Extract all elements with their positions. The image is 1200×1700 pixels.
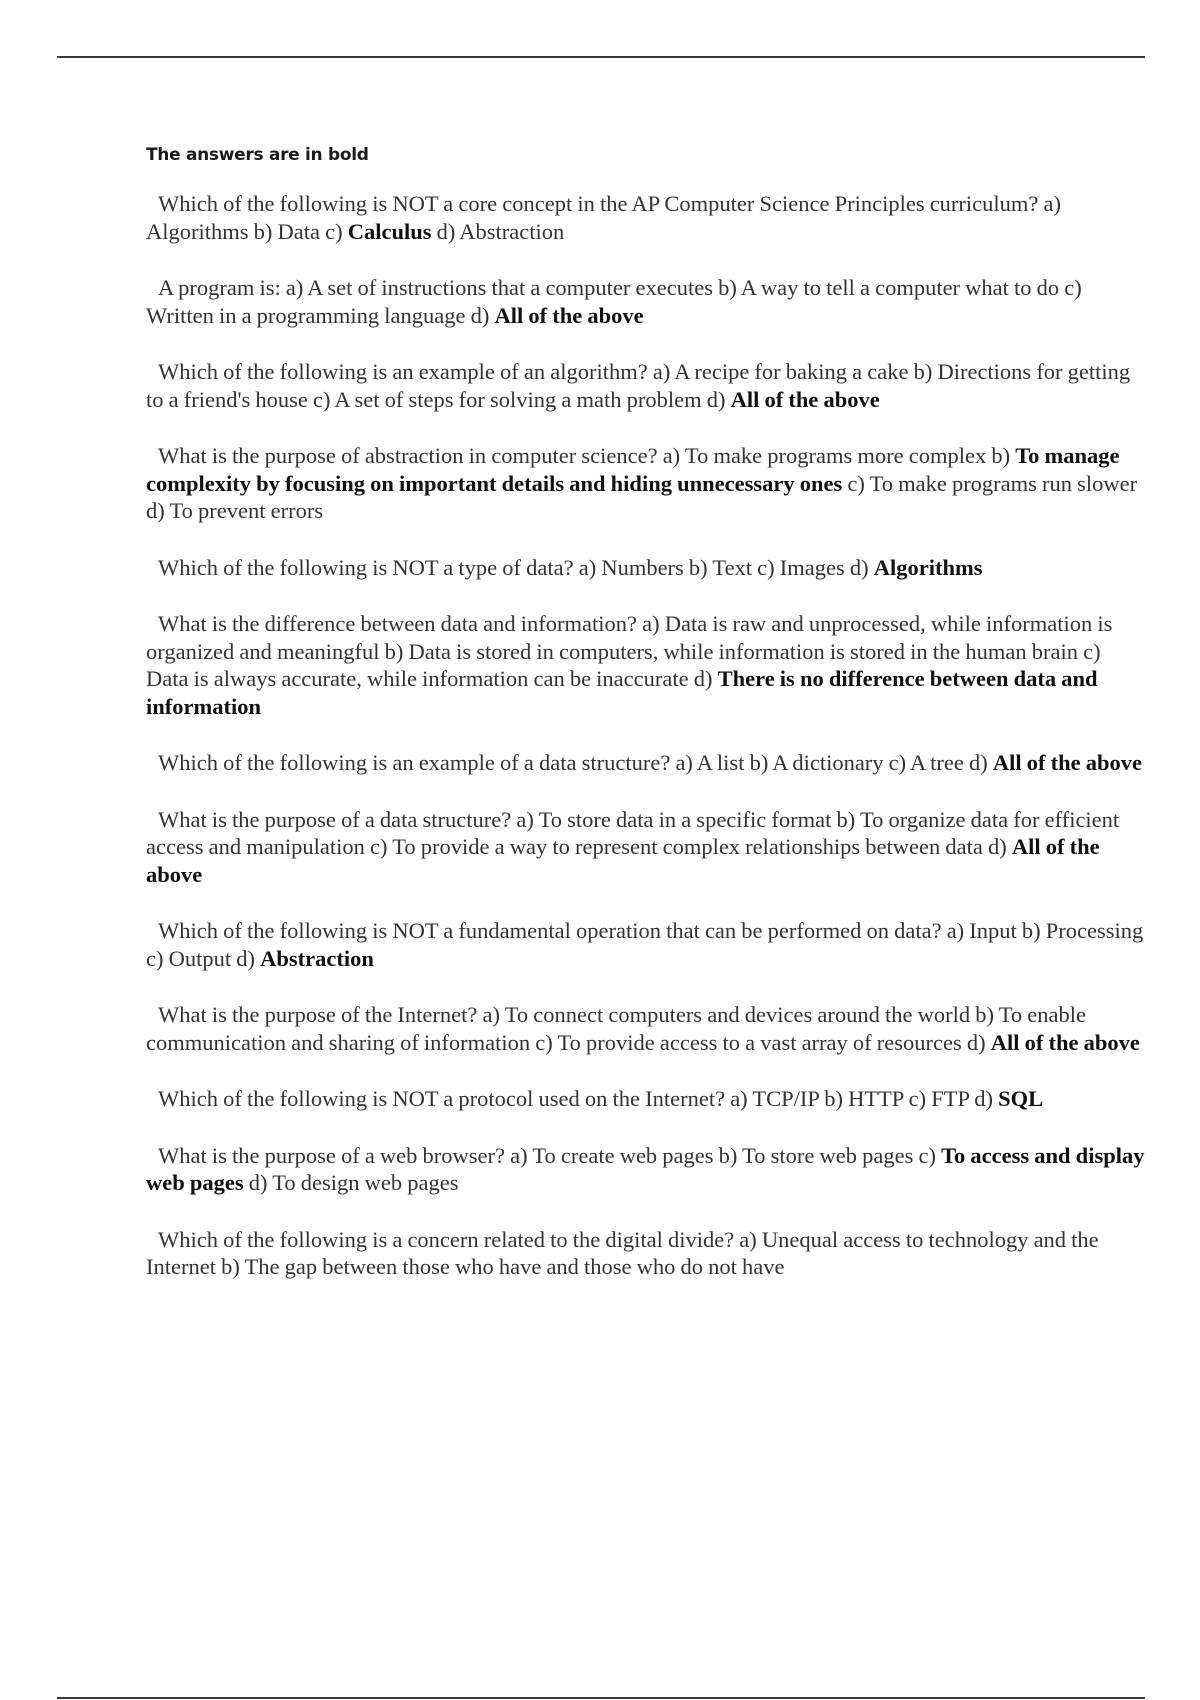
question-item [146, 1226, 1146, 1281]
top-divider [57, 56, 1145, 58]
question-item [146, 554, 1146, 582]
bold-answer: Abstraction [260, 945, 374, 971]
bold-answer: Algorithms [873, 554, 983, 580]
question-item [146, 1085, 1146, 1113]
question-text: What is the purpose of the Internet? a) To connect computers and devices around the world b) To enable communication and sharing of information c) To provide access to a vast array of resources d) [146, 1002, 1086, 1055]
question-item [146, 358, 1146, 413]
question-text: Which of the following is NOT a protocol used on the Internet? a) TCP/IP b) HTTP c) FTP d) [158, 1086, 999, 1111]
document-body [146, 143, 1146, 1310]
bold-answer: All of the above [730, 386, 880, 412]
question-text: A program is: a) A set of instructions that a computer executes b) A way to tell a computer what to do c) Written in a programming language d) [146, 275, 1082, 328]
question-text-remainder: d) Abstraction [431, 218, 565, 244]
question-item [146, 806, 1146, 889]
question-text: Which of the following is NOT a fundamental operation that can be performed on data? a) Input b) Processing c) Output d) [146, 918, 1144, 971]
question-text: Which of the following is a concern related to the digital divide? a) Unequal access to technology and the Internet b) The gap between those who have and those who do not have [146, 1226, 1099, 1279]
question-text: What is the purpose of a web browser? a) To create web pages b) To store web pages c) [158, 1142, 942, 1168]
question-item [146, 1001, 1146, 1056]
bold-answer: All of the above [990, 1029, 1140, 1055]
bold-answer: To access and display web pages [146, 1142, 1145, 1195]
question-item [146, 749, 1146, 777]
document-heading: The answers are in bold [146, 145, 369, 165]
question-item [146, 610, 1146, 720]
question-text: What is the purpose of abstraction in computer science? a) To make programs more complex b) [158, 443, 1016, 468]
bold-answer: To manage complexity by focusing on important details and hiding unnecessary ones [146, 443, 1120, 496]
bottom-divider [57, 1697, 1145, 1699]
question-text: What is the purpose of a data structure? a) To store data in a specific format b) To organize data for efficient access and manipulation c) To provide a way to represent complex relationships between data d) [146, 806, 1120, 859]
question-item [146, 190, 1146, 245]
question-text: Which of the following is an example of a data structure? a) A list b) A dictionary c) A tree d) [158, 750, 993, 775]
question-text: Which of the following is an example of an algorithm? a) A recipe for baking a cake b) Directions for getting to a friend's house c) A set of steps for solving a math problem d) [146, 359, 1131, 412]
bold-answer: All of the above [992, 750, 1143, 775]
question-text: Which of the following is NOT a core concept in the AP Computer Science Principles curriculum? a) Algorithms b) Data c) [146, 191, 1061, 244]
question-text-remainder: d) To design web pages [243, 1170, 459, 1195]
bold-answer: All of the above [146, 834, 1100, 887]
bold-answer: Calculus [347, 218, 432, 244]
question-text: What is the difference between data and information? a) Data is raw and unprocessed, while information is organized and meaningful b) Data is stored in computers, while information is stored in the human brain c) Data is always accurate, while information can be inaccurate d) [146, 611, 1113, 691]
question-text: Which of the following is NOT a type of data? a) Numbers b) Text c) Images d) [158, 554, 874, 580]
question-item [146, 917, 1146, 972]
bold-answer: SQL [998, 1086, 1044, 1111]
question-list [146, 190, 1146, 1281]
question-text-remainder: c) To make programs run slower d) To prevent errors [146, 470, 1138, 523]
question-item [146, 274, 1146, 329]
question-item [146, 442, 1146, 525]
bold-answer: There is no difference between data and information [146, 666, 1098, 719]
bold-answer: All of the above [494, 302, 644, 328]
question-item [146, 1142, 1146, 1197]
